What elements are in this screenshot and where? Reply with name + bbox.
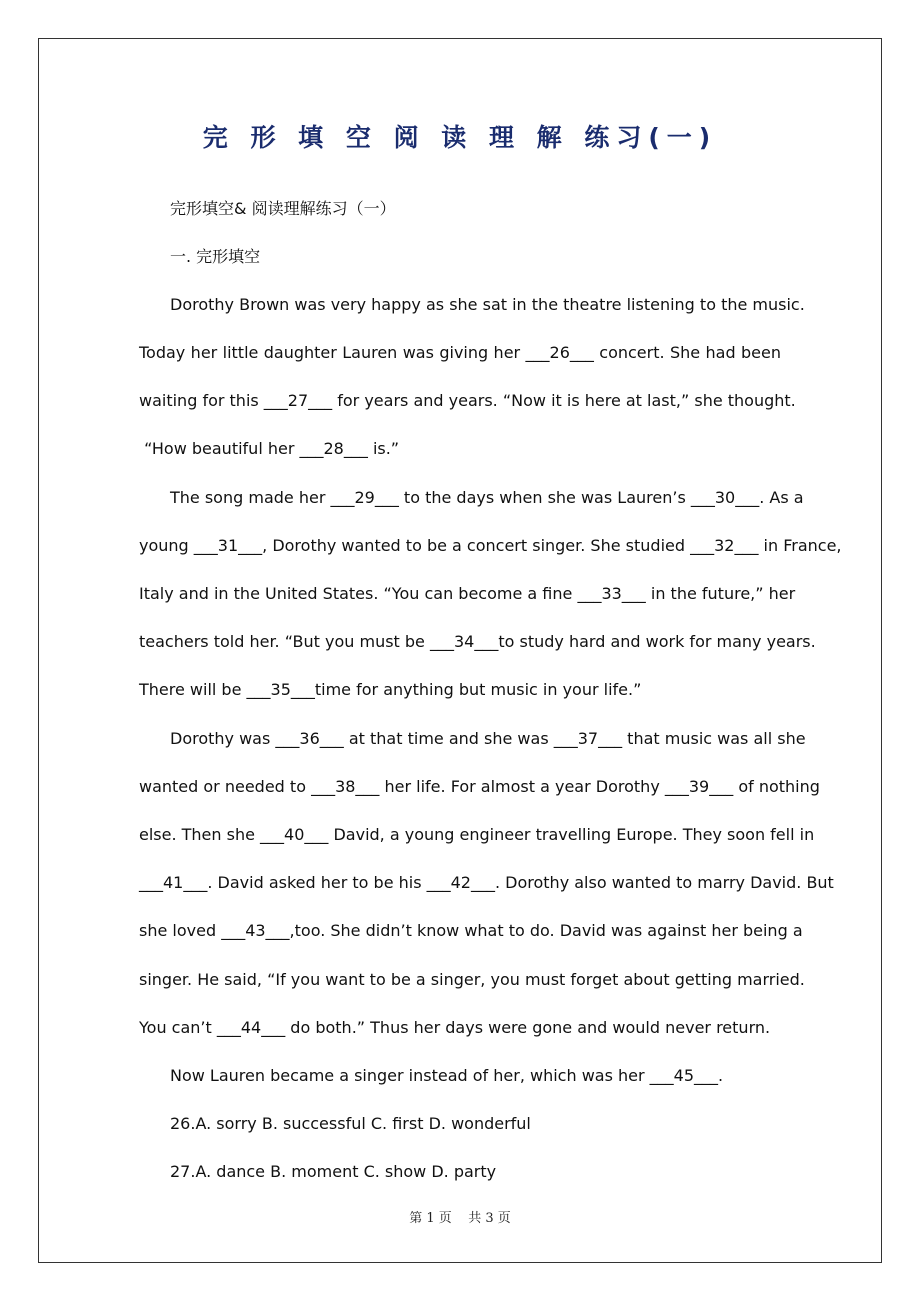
section-heading: 一. 完形填空 (170, 247, 261, 266)
passage-line: young ___31___, Dorothy wanted to be a concert singer. She studied ___32___ in France, (139, 536, 842, 555)
passage-line: Today her little daughter Lauren was giving her ___26___ concert. She had been (139, 343, 781, 362)
passage-line: else. Then she ___40___ David, a young engineer travelling Europe. They soon fell in (139, 825, 815, 844)
question-options: 26.A. sorry B. successful C. first D. wonderful (170, 1114, 531, 1133)
passage-line: “How beautiful her ___28___ is.” (139, 439, 400, 458)
passage-line: waiting for this ___27___ for years and years. “Now it is here at last,” she thought. (139, 391, 796, 410)
passage-line: wanted or needed to ___38___ her life. For almost a year Dorothy ___39___ of nothing (139, 777, 820, 796)
passage-line: You can’t ___44___ do both.” Thus her days were gone and would never return. (139, 1018, 771, 1037)
passage-line: Dorothy Brown was very happy as she sat in the theatre listening to the music. (170, 295, 805, 314)
passage-line: teachers told her. “But you must be ___34___to study hard and work for many years. (139, 632, 816, 651)
passage-line: Dorothy was ___36___ at that time and she was ___37___ that music was all she (170, 729, 806, 748)
passage-line: she loved ___43___,too. She didn’t know what to do. David was against her being a (139, 921, 803, 940)
passage-line: The song made her ___29___ to the days when she was Lauren’s ___30___. As a (170, 488, 804, 507)
document-title: 完 形 填 空 阅 读 理 解 练习(一) (202, 123, 718, 152)
page-footer: 第 1 页 共 3 页 (409, 1211, 511, 1226)
passage-line: singer. He said, “If you want to be a singer, you must forget about getting married. (139, 970, 805, 989)
passage-line: ___41___. David asked her to be his ___42___. Dorothy also wanted to marry David. But (139, 873, 834, 892)
passage-line: Italy and in the United States. “You can become a fine ___33___ in the future,” her (139, 584, 796, 603)
passage-line: Now Lauren became a singer instead of her, which was her ___45___. (170, 1066, 724, 1085)
passage-line: There will be ___35___time for anything but music in your life.” (139, 680, 642, 699)
question-options: 27.A. dance B. moment C. show D. party (170, 1162, 497, 1181)
subtitle: 完形填空& 阅读理解练习（一） (170, 199, 396, 218)
